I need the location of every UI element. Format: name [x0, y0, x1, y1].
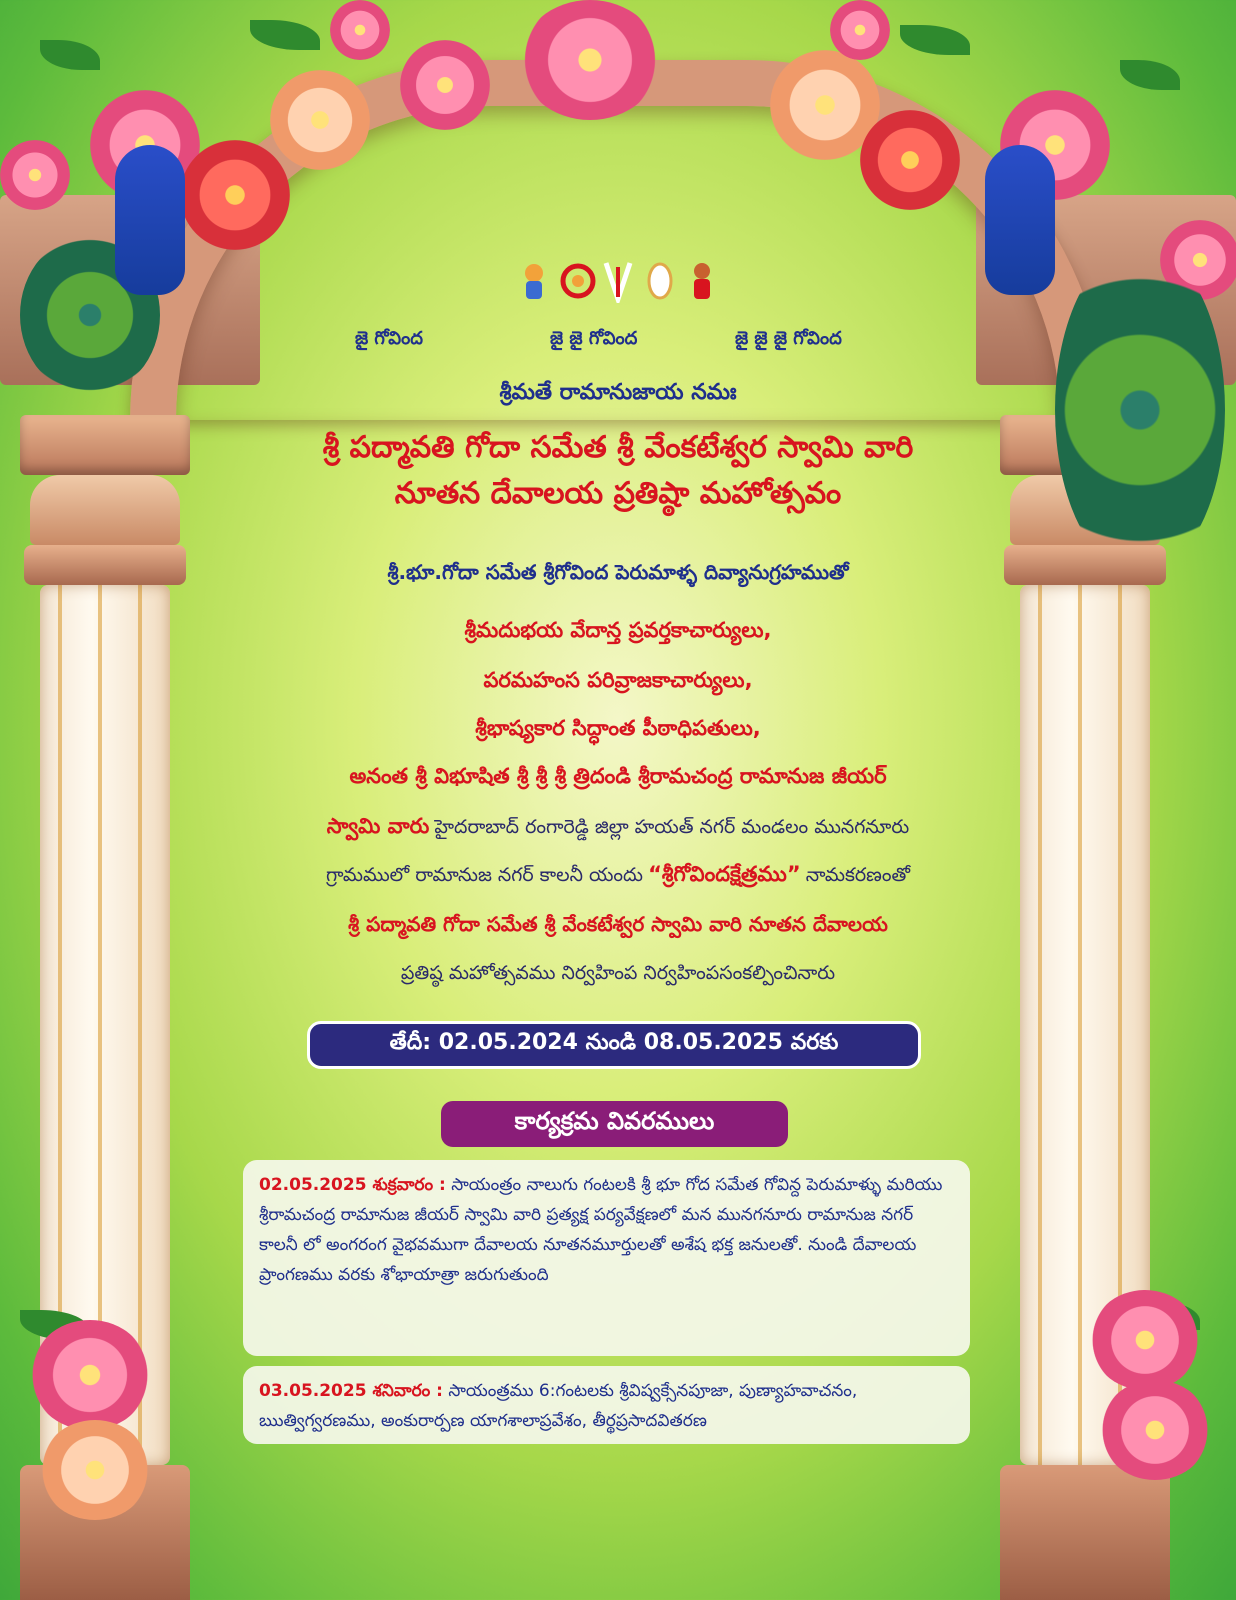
event-text: సాయంత్రము 6:గంటలకు శ్రీవిష్వక్సేనపూజా, పుణ్యాహవాచనం, ఋత్విగ్వరణము, అంకురార్పణ యాగశాలాప్రవేశం, తీర్థప్రసాదవితరణ	[259, 1381, 858, 1431]
event-date: 03.05.2025 శనివారం :	[259, 1381, 443, 1401]
colony-text: గ్రామములో రామానుజ నగర్ కాలనీ యందు	[325, 864, 643, 886]
leaf-decoration	[250, 20, 320, 50]
kshetram-line	[0, 862, 1236, 892]
flower-decoration	[330, 0, 390, 60]
left-peacock-icon	[20, 125, 200, 415]
page-title-line-2: నూతన దేవాలయ ప్రతిష్ఠా మహోత్సవం	[394, 476, 842, 511]
event-text: సాయంత్రం నాలుగు గంటలకి శ్రీ భూ గోద సమేత గోవిన్ద పెరుమాళ్ళు మరియు శ్రీరామచంద్ర రామానుజ జీయర్ స్వామి వారి ప్రత్యక్ష పర్యవేక్షణలో మన మునగనూరు రామానుజ నగర్ కాలనీ లో అంగరంగ వైభవముగా దేవాలయ నూతనమూర్తులతో అశేష భక్త జనులతో. నుండి దేవాలయ ప్రాంగణము వరకు శోభాయాత్రా జరుగుతుంది	[259, 1175, 943, 1285]
page-title-line-1: శ్రీ పద్మావతి గోదా సమేత శ్రీ వేంకటేశ్వర స్వామి వారి	[322, 430, 914, 465]
flower-decoration	[520, 0, 660, 120]
event-card	[243, 1160, 970, 1356]
program-heading: కార్యక్రమ వివరములు	[441, 1101, 788, 1147]
flower-decoration	[270, 70, 370, 170]
leaf-decoration	[900, 25, 970, 55]
flower-decoration	[1100, 1380, 1210, 1480]
blessing-line: శ్రీ.భూ.గోదా సమేత శ్రీగోవింద పెరుమాళ్ళ దివ్యానుగ్రహముతో	[387, 560, 849, 584]
hanuman-icon	[686, 259, 718, 303]
flower-decoration	[400, 40, 490, 130]
resolution-line: ప్రతిష్ఠ మహోత్సవము నిర్వహింప నిర్వహింపసంకల్పించినారు	[400, 962, 836, 984]
chant-text: జై జై జై గోవింద	[735, 328, 842, 349]
temple-line: శ్రీ పద్మావతి గోదా సమేత శ్రీ వేంకటేశ్వర స్వామి వారి నూతన దేవాలయ	[348, 912, 888, 936]
flower-decoration	[860, 110, 960, 210]
leaf-decoration	[40, 40, 100, 70]
acharya-title-1: శ్రీమదుభయ వేదాన్త ప్రవర్తకాచార్యులు,	[464, 618, 772, 642]
kshetram-name: “శ్రీగోవిందక్షేత్రము”	[648, 862, 801, 886]
shankha-conch-icon	[644, 259, 676, 303]
date-banner: తేదీ: 02.05.2024 నుండి 08.05.2025 వరకు	[307, 1021, 921, 1069]
location-text: హైదరాబాద్ రంగారెడ్డి జిల్లా హయత్ నగర్ మండలం మునగనూరు	[434, 816, 910, 838]
swami-vaaru-text: స్వామి వారు	[326, 814, 430, 838]
chant-text: జై జై గోవింద	[550, 328, 638, 349]
acharya-title-2: పరమహంస పరివ్రాజకాచార్యులు,	[483, 668, 753, 692]
leaf-decoration	[1120, 60, 1180, 90]
event-date: 02.05.2025 శుక్రవారం :	[259, 1175, 446, 1195]
event-card	[243, 1366, 970, 1444]
flower-decoration	[40, 1420, 150, 1520]
sudarshana-chakra-icon	[560, 259, 592, 303]
flower-decoration	[1090, 1290, 1200, 1390]
namam-tilak-icon	[602, 259, 634, 303]
salutation: శ్రీమతే రామానుజాయ నమః	[499, 380, 737, 405]
flower-decoration	[830, 0, 890, 60]
flower-decoration	[30, 1320, 150, 1430]
chant-text: జై గోవింద	[355, 328, 423, 349]
location-line	[0, 814, 1236, 844]
naming-text: నామకరణంతో	[805, 864, 911, 886]
garuda-icon	[518, 259, 550, 303]
acharya-title-3: శ్రీభాష్యకార సిద్ధాంత పీఠాధిపతులు,	[475, 716, 761, 740]
religious-emblem-row	[518, 256, 718, 306]
acharya-name: అనంత శ్రీ విభూషిత శ్రీ శ్రీ శ్రీ త్రిదండి శ్రీరామచంద్ర రామానుజ జీయర్	[349, 764, 887, 788]
